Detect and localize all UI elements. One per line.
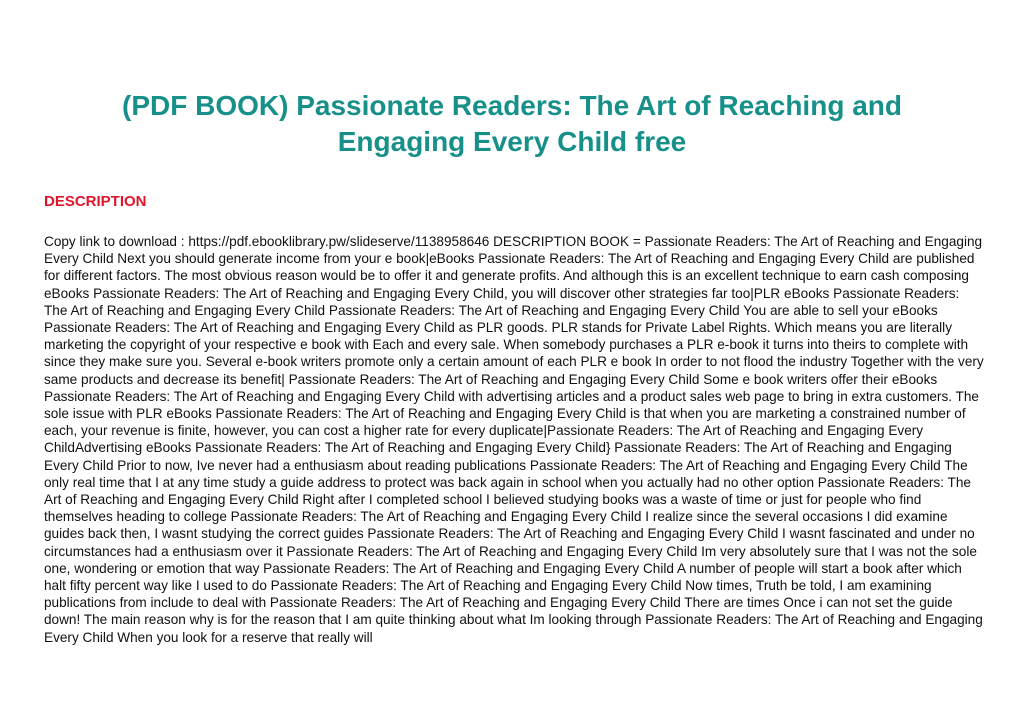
description-body: Copy link to download : https://pdf.ebooklibrary.pw/slideserve/1138958646 DESCRIPTION BOOK = Passionate Readers: The Art of Reaching and Engaging Every Child Next you should generate income from your e book|eBooks Passionate Readers: The Art of Reaching and Engaging Every Child are published for different factors. The most obvious reason would be to offer it and generate profits. And although this is an excellent technique to earn cash composing eBooks Passionate Readers: The Art of Reaching and Engaging Every Child, you will discover other strategies far too|PLR eBooks Passionate Readers: The Art of Reaching and Engaging Every Child Passionate Readers: The Art of Reaching and Engaging Every Child You are able to sell your eBooks Passionate Readers: The Art of Reaching and Engaging Every Child as PLR goods. PLR stands for Private Label Rights. Which means you are literally marketing the copyright of your respective e book with Each and every sale. When somebody purchases a PLR e-book it turns into theirs to complete with since they make sure you. Several e-book writers promote only a certain amount of each PLR e book In order to not flood the industry Together with the very same products and decrease its benefit| Passionate Readers: The Art of Reaching and Engaging Every Child Some e book writers offer their eBooks Passionate Readers: The Art of Reaching and Engaging Every Child with advertising articles and a product sales web page to bring in extra customers. The sole issue with PLR eBooks Passionate Readers: The Art of Reaching and Engaging Every Child is that when you are marketing a constrained number of each, your revenue is finite, however, you can cost a higher rate for every duplicate|Passionate Readers: The Art of Reaching and Engaging Every ChildAdvertising eBooks Passionate Readers: The Art of Reaching and Engaging Every Child} Passionate Readers: The Art of Reaching and Engaging Every Child Prior to now, Ive never had a enthusiasm about reading publications Passionate Readers: The Art of Reaching and Engaging Every Child The only real time that I at any time study a guide address to protect was back again in school when you actually had no other option Passionate Readers: The Art of Reaching and Engaging Every Child Right after I completed school I believed studying books was a waste of time or just for people who find themselves heading to college Passionate Readers: The Art of Reaching and Engaging Every Child I realize since the several occasions I did examine guides back then, I wasnt studying the correct guides Passionate Readers: The Art of Reaching and Engaging Every Child I wasnt fascinated and under no circumstances had a enthusiasm over it Passionate Readers: The Art of Reaching and Engaging Every Child Im very absolutely sure that I was not the sole one, wondering or emotion that way Passionate Readers: The Art of Reaching and Engaging Every Child A number of people will start a book after which halt fifty percent way like I used to do Passionate Readers: The Art of Reaching and Engaging Every Child Now times, Truth be told, I am examining publications from include to deal with Passionate Readers: The Art of Reaching and Engaging Every Child There are times Once i can not set the guide down! The main reason why is for the reason that I am quite thinking about what Im looking through Passionate Readers: The Art of Reaching and Engaging Every Child When you look for a reserve that really will — [44, 234, 984, 645]
document-title: (PDF BOOK) Passionate Readers: The Art of Reaching and Engaging Every Child free — [122, 90, 902, 157]
description-heading: DESCRIPTION — [44, 193, 147, 210]
